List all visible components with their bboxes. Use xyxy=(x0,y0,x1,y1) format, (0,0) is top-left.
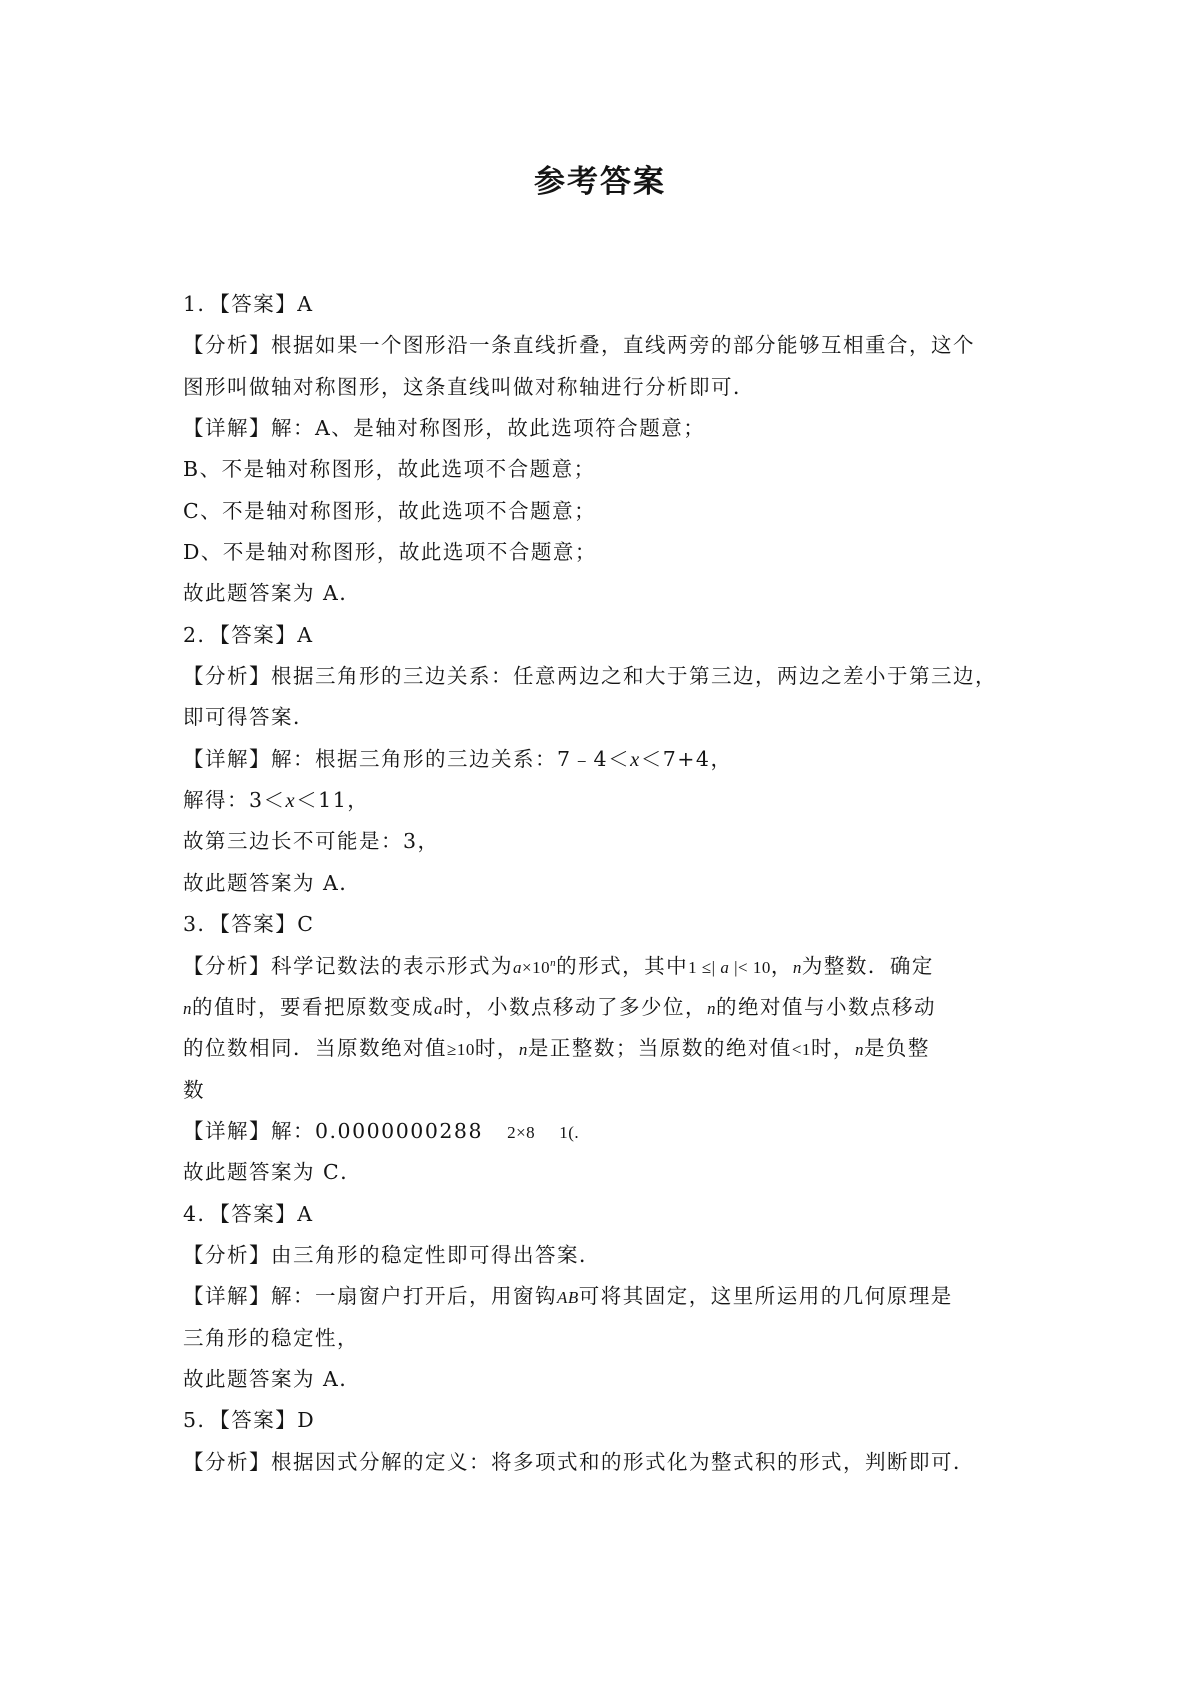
q1-analysis-line-1: 【分析】根据如果一个图形沿一条直线折叠，直线两旁的部分能够互相重合，这个 xyxy=(183,333,975,358)
q2-solve-suffix: ＜11， xyxy=(296,788,370,813)
q2-analysis-line-1: 【分析】根据三角形的三边关系：任意两边之和大于第三边，两边之差小于第三边， xyxy=(183,664,997,689)
q3-range xyxy=(688,958,771,977)
q5-answer: 5．【答案】D xyxy=(183,1408,316,1433)
q3-a3-text-5: 是负整 xyxy=(863,1036,930,1061)
q4-detail-prefix: 【详解】解：一扇窗户打开后，用窗钩 xyxy=(183,1284,557,1309)
q3-a3-math-2: <1 xyxy=(791,1040,811,1060)
q3-analysis-line-3 xyxy=(183,1028,1063,1069)
q2-detail-line xyxy=(183,739,1063,780)
q2-analysis-line-2: 即可得答案． xyxy=(183,705,315,730)
answer-content xyxy=(183,284,1063,1483)
q4-answer: 4．【答案】A xyxy=(183,1201,314,1226)
q3-a2-n-2: n xyxy=(707,998,716,1018)
q1-detail-line-4: D、不是轴对称图形，故此选项不合题意； xyxy=(183,540,597,565)
q1-detail-line-1: 【详解】解：A、是轴对称图形，故此选项符合题意； xyxy=(183,416,706,441)
q4-analysis: 【分析】由三角形的稳定性即可得出答案． xyxy=(183,1242,601,1267)
q4-detail-line-2: 三角形的稳定性， xyxy=(183,1325,359,1350)
q1-answer: 1．【答案】A xyxy=(183,292,314,316)
q3-analysis-line-2 xyxy=(183,987,1063,1028)
q1-analysis-line-2: 图形叫做轴对称图形，这条直线叫做对称轴进行分析即可． xyxy=(183,374,755,399)
q3-a3-n-1: n xyxy=(518,1040,528,1060)
q3-a1-n: n xyxy=(792,957,802,977)
q2-conclusion: 故此题答案为 A． xyxy=(183,870,362,895)
q3-a2-text-2: 时，小数点移动了多少位， xyxy=(443,994,707,1019)
q3-a3-math-1: ≥10 xyxy=(447,1040,475,1060)
q2-solve-prefix: 解得：3＜ xyxy=(183,788,286,813)
q3-a1-text-1: 【分析】科学记数法的表示形式为 xyxy=(183,953,513,978)
q3-a1-text-3: ， xyxy=(770,953,793,978)
q3-conclusion: 故此题答案为 C． xyxy=(183,1160,363,1185)
q3-a3-n-2: n xyxy=(854,1040,864,1060)
q3-analysis-line-1 xyxy=(183,946,1063,987)
q3-sci-notation xyxy=(513,958,556,977)
q3-detail-line xyxy=(183,1111,1063,1152)
q3-a3-text-2: 时， xyxy=(474,1036,519,1061)
q3-sci-exponent: n xyxy=(550,956,557,969)
q3-a2-a: a xyxy=(434,998,443,1018)
q3-range-left: 1 ≤| xyxy=(688,957,721,977)
q4-detail-line-1 xyxy=(183,1276,1063,1317)
q2-solve-line xyxy=(183,780,1063,821)
q3-a3-text-3: 是正整数；当原数的绝对值 xyxy=(527,1036,792,1061)
q2-detail-suffix: ＜7+4， xyxy=(640,746,733,771)
q3-a1-text-2: 的形式，其中 xyxy=(556,953,689,978)
q3-a2-text-3: 的绝对值与小数点移动 xyxy=(716,994,936,1019)
q2-detail-variable: x xyxy=(630,748,641,771)
q3-range-right: |< 10 xyxy=(729,957,771,977)
q3-sci-times: ×10 xyxy=(522,957,551,977)
q4-conclusion: 故此题答案为 A． xyxy=(183,1366,362,1391)
q4-detail-suffix: 可将其固定，这里所运用的几何原理是 xyxy=(578,1284,953,1309)
q2-solve-variable: x xyxy=(285,790,297,813)
q3-detail-prefix: 【详解】解： xyxy=(183,1118,315,1143)
q4-detail-ab: AB xyxy=(557,1288,579,1308)
q3-detail-math: 2×8 xyxy=(507,1122,536,1142)
q1-conclusion: 故此题答案为 A． xyxy=(183,581,362,606)
q3-a3-text-4: 时， xyxy=(810,1036,855,1061)
q3-range-a: a xyxy=(720,957,730,977)
q1-detail-line-3: C、不是轴对称图形，故此选项不合题意； xyxy=(183,498,597,523)
q1-detail-line-2: B、不是轴对称图形，故此选项不合题意； xyxy=(183,457,596,482)
q3-a3-text-1: 的位数相同．当原数绝对值 xyxy=(183,1036,447,1061)
q3-a1-text-4: 为整数．确定 xyxy=(801,953,934,978)
q3-sci-a: a xyxy=(513,957,522,977)
page-title: 参考答案 xyxy=(534,164,666,200)
q3-detail-number: 0.0000000288 xyxy=(315,1118,483,1143)
q3-analysis-line-4: 数 xyxy=(183,1077,205,1102)
q3-answer: 3．【答案】C xyxy=(183,912,315,937)
q3-a2-n-1: n xyxy=(183,998,192,1018)
q3-a2-text-1: 的值时，要看把原数变成 xyxy=(192,994,434,1019)
q5-analysis: 【分析】根据因式分解的定义：将多项式和的形式化为整式积的形式，判断即可． xyxy=(183,1449,975,1474)
q2-side-line: 故第三边长不可能是：3， xyxy=(183,829,440,854)
q3-detail-tail: 1(. xyxy=(559,1122,580,1142)
q2-detail-prefix: 【详解】解：根据三角形的三边关系：7﹣4＜ xyxy=(183,746,631,771)
q2-answer: 2．【答案】A xyxy=(183,622,314,647)
